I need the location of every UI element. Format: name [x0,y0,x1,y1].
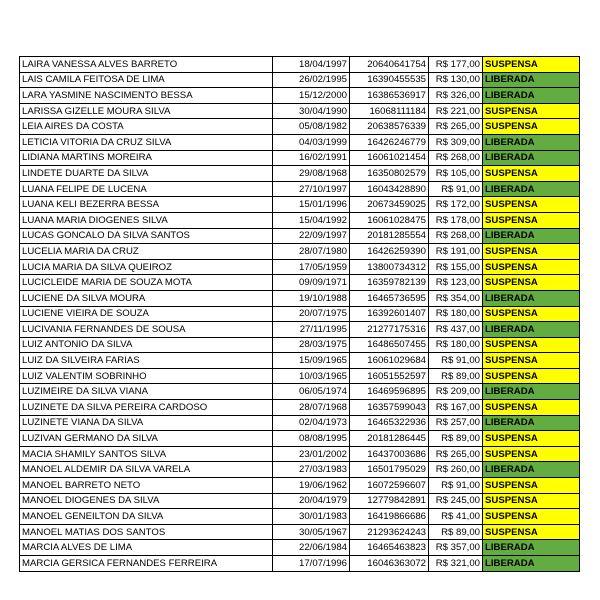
birth-date-cell: 30/01/1983 [273,509,350,525]
birth-date-cell: 30/05/1967 [273,524,350,540]
amount-cell: R$ 178,00 [429,212,483,228]
table-row [20,150,580,166]
amount-cell: R$ 265,00 [429,119,483,135]
birth-date-cell: 22/09/1997 [273,228,350,244]
code-cell: 16486507455 [350,337,429,353]
status-cell: SUSPENSA [483,446,580,462]
table-row [20,322,580,338]
amount-cell: R$ 437,00 [429,322,483,338]
table-row [20,556,580,572]
status-cell: SUSPENSA [483,353,580,369]
name-cell: LUIZ ANTONIO DA SILVA [20,337,273,353]
code-cell: 16072596607 [350,478,429,494]
status-cell: LIBERADA [483,556,580,572]
code-cell: 12779842891 [350,493,429,509]
birth-date-cell: 15/01/1996 [273,197,350,213]
status-cell: SUSPENSA [483,212,580,228]
table-row [20,306,580,322]
amount-cell: R$ 167,00 [429,400,483,416]
code-cell: 20181285554 [350,228,429,244]
name-cell: LEIA AIRES DA COSTA [20,119,273,135]
amount-cell: R$ 321,00 [429,556,483,572]
code-cell: 20638576339 [350,119,429,135]
status-cell: LIBERADA [483,72,580,88]
amount-cell: R$ 155,00 [429,259,483,275]
status-cell: SUSPENSA [483,119,580,135]
table-row [20,88,580,104]
status-cell: SUSPENSA [483,244,580,260]
status-cell: LIBERADA [483,290,580,306]
table-row [20,337,580,353]
status-cell: SUSPENSA [483,57,580,73]
birth-date-cell: 05/08/1982 [273,119,350,135]
birth-date-cell: 10/03/1965 [273,368,350,384]
name-cell: LUCIA MARIA DA SILVA QUEIROZ [20,259,273,275]
table-row [20,415,580,431]
name-cell: MARCIA GERSICA FERNANDES FERREIRA [20,556,273,572]
table-row [20,446,580,462]
code-cell: 16350802579 [350,166,429,182]
code-cell: 16465463823 [350,540,429,556]
table-row [20,57,580,73]
table-row [20,72,580,88]
amount-cell: R$ 260,00 [429,462,483,478]
amount-cell: R$ 309,00 [429,134,483,150]
table-row [20,353,580,369]
birth-date-cell: 08/08/1995 [273,431,350,447]
code-cell: 16068111184 [350,103,429,119]
name-cell: MANOEL GENEILTON DA SILVA [20,509,273,525]
name-cell: MANOEL BARRETO NETO [20,478,273,494]
status-cell: LIBERADA [483,134,580,150]
table-row [20,493,580,509]
amount-cell: R$ 172,00 [429,197,483,213]
code-cell: 16419866686 [350,509,429,525]
code-cell: 16043428890 [350,181,429,197]
amount-cell: R$ 354,00 [429,290,483,306]
birth-date-cell: 17/05/1959 [273,259,350,275]
name-cell: LUANA FELIPE DE LUCENA [20,181,273,197]
status-cell: LIBERADA [483,384,580,400]
name-cell: LUANA MARIA DIOGENES SILVA [20,212,273,228]
status-cell: LIBERADA [483,150,580,166]
name-cell: LUCELIA MARIA DA CRUZ [20,244,273,260]
table-row [20,478,580,494]
name-cell: LUZIVAN GERMANO DA SILVA [20,431,273,447]
birth-date-cell: 15/09/1965 [273,353,350,369]
name-cell: LUZINETE DA SILVA PEREIRA CARDOSO [20,400,273,416]
code-cell: 16465736595 [350,290,429,306]
amount-cell: R$ 105,00 [429,166,483,182]
birth-date-cell: 27/10/1997 [273,181,350,197]
table-row [20,259,580,275]
name-cell: LUANA KELI BEZERRA BESSA [20,197,273,213]
code-cell: 20181286445 [350,431,429,447]
table-row [20,103,580,119]
amount-cell: R$ 245,00 [429,493,483,509]
birth-date-cell: 15/12/2000 [273,88,350,104]
name-cell: LAIS CAMILA FEITOSA DE LIMA [20,72,273,88]
code-cell: 20640641754 [350,57,429,73]
status-cell: LIBERADA [483,181,580,197]
birth-date-cell: 15/04/1992 [273,212,350,228]
birth-date-cell: 20/04/1979 [273,493,350,509]
amount-cell: R$ 221,00 [429,103,483,119]
table-row [20,384,580,400]
status-cell: SUSPENSA [483,400,580,416]
name-cell: MANOEL MATIAS DOS SANTOS [20,524,273,540]
code-cell: 16465322936 [350,415,429,431]
status-cell: SUSPENSA [483,524,580,540]
table-row [20,244,580,260]
birth-date-cell: 27/03/1983 [273,462,350,478]
amount-cell: R$ 326,00 [429,88,483,104]
status-cell: LIBERADA [483,540,580,556]
name-cell: LARISSA GIZELLE MOURA SILVA [20,103,273,119]
code-cell: 16437003686 [350,446,429,462]
name-cell: LINDETE DUARTE DA SILVA [20,166,273,182]
table-row [20,181,580,197]
code-cell: 16469596895 [350,384,429,400]
amount-cell: R$ 268,00 [429,150,483,166]
code-cell: 16359782139 [350,275,429,291]
birth-date-cell: 28/07/1968 [273,400,350,416]
birth-date-cell: 28/03/1975 [273,337,350,353]
code-cell: 16386536917 [350,88,429,104]
table-row [20,119,580,135]
status-cell: SUSPENSA [483,431,580,447]
amount-cell: R$ 191,00 [429,244,483,260]
amount-cell: R$ 123,00 [429,275,483,291]
code-cell: 16061021454 [350,150,429,166]
amount-cell: R$ 130,00 [429,72,483,88]
code-cell: 21293624243 [350,524,429,540]
name-cell: MACIA SHAMILY SANTOS SILVA [20,446,273,462]
amount-cell: R$ 257,00 [429,415,483,431]
table-row [20,431,580,447]
birth-date-cell: 26/02/1995 [273,72,350,88]
status-cell: LIBERADA [483,228,580,244]
birth-date-cell: 02/04/1973 [273,415,350,431]
code-cell: 16426246779 [350,134,429,150]
code-cell: 16426259390 [350,244,429,260]
amount-cell: R$ 89,00 [429,431,483,447]
birth-date-cell: 23/01/2002 [273,446,350,462]
status-cell: SUSPENSA [483,493,580,509]
code-cell: 20673459025 [350,197,429,213]
amount-cell: R$ 209,00 [429,384,483,400]
amount-cell: R$ 265,00 [429,446,483,462]
birth-date-cell: 20/07/1975 [273,306,350,322]
status-cell: SUSPENSA [483,337,580,353]
table-row [20,228,580,244]
code-cell: 16392601407 [350,306,429,322]
code-cell: 16046363072 [350,556,429,572]
name-cell: LUCIENE VIEIRA DE SOUZA [20,306,273,322]
table-row [20,166,580,182]
status-cell: SUSPENSA [483,197,580,213]
status-cell: SUSPENSA [483,166,580,182]
name-cell: LETICIA VITORIA DA CRUZ SILVA [20,134,273,150]
amount-cell: R$ 91,00 [429,353,483,369]
table-row [20,212,580,228]
table-row [20,540,580,556]
birth-date-cell: 27/11/1995 [273,322,350,338]
birth-date-cell: 30/04/1990 [273,103,350,119]
status-cell: LIBERADA [483,88,580,104]
status-cell: LIBERADA [483,462,580,478]
code-cell: 16051552597 [350,368,429,384]
amount-cell: R$ 91,00 [429,181,483,197]
code-cell: 16061029684 [350,353,429,369]
table-row [20,400,580,416]
status-cell: SUSPENSA [483,478,580,494]
name-cell: LUZIMEIRE DA SILVA VIANA [20,384,273,400]
name-cell: LARA YASMINE NASCIMENTO BESSA [20,88,273,104]
code-cell: 16390455535 [350,72,429,88]
status-cell: LIBERADA [483,322,580,338]
amount-cell: R$ 89,00 [429,368,483,384]
status-cell: SUSPENSA [483,103,580,119]
table-row [20,368,580,384]
table-row [20,197,580,213]
amount-cell: R$ 89,00 [429,524,483,540]
birth-date-cell: 16/02/1991 [273,150,350,166]
table-body [20,57,580,572]
name-cell: LAIRA VANESSA ALVES BARRETO [20,57,273,73]
birth-date-cell: 18/04/1997 [273,57,350,73]
birth-date-cell: 22/06/1984 [273,540,350,556]
amount-cell: R$ 180,00 [429,306,483,322]
name-cell: MARCIA ALVES DE LIMA [20,540,273,556]
table-row [20,290,580,306]
code-cell: 13800734312 [350,259,429,275]
amount-cell: R$ 357,00 [429,540,483,556]
name-cell: LUZINETE VIANA DA SILVA [20,415,273,431]
name-cell: LUIZ VALENTIM SOBRINHO [20,368,273,384]
birth-date-cell: 06/05/1974 [273,384,350,400]
code-cell: 16501795029 [350,462,429,478]
amount-cell: R$ 41,00 [429,509,483,525]
birth-date-cell: 17/07/1996 [273,556,350,572]
name-cell: LIDIANA MARTINS MOREIRA [20,150,273,166]
status-cell: SUSPENSA [483,275,580,291]
birth-date-cell: 04/03/1999 [273,134,350,150]
table-row [20,275,580,291]
table-row [20,134,580,150]
code-cell: 16061028475 [350,212,429,228]
birth-date-cell: 19/06/1962 [273,478,350,494]
name-cell: MANOEL DIOGENES DA SILVA [20,493,273,509]
table-row [20,462,580,478]
birth-date-cell: 19/10/1988 [273,290,350,306]
name-cell: LUIZ DA SILVEIRA FARIAS [20,353,273,369]
birth-date-cell: 28/07/1980 [273,244,350,260]
name-cell: LUCIENE DA SILVA MOURA [20,290,273,306]
code-cell: 21277175316 [350,322,429,338]
status-cell: SUSPENSA [483,259,580,275]
beneficiary-table [19,56,580,572]
status-cell: SUSPENSA [483,509,580,525]
birth-date-cell: 09/09/1971 [273,275,350,291]
name-cell: LUCIVANIA FERNANDES DE SOUSA [20,322,273,338]
name-cell: LUCAS GONCALO DA SILVA SANTOS [20,228,273,244]
status-cell: LIBERADA [483,415,580,431]
table-row [20,524,580,540]
amount-cell: R$ 177,00 [429,57,483,73]
table-row [20,509,580,525]
name-cell: MANOEL ALDEMIR DA SILVA VARELA [20,462,273,478]
name-cell: LUCICLEIDE MARIA DE SOUZA MOTA [20,275,273,291]
birth-date-cell: 29/08/1968 [273,166,350,182]
amount-cell: R$ 180,00 [429,337,483,353]
amount-cell: R$ 91,00 [429,478,483,494]
status-cell: SUSPENSA [483,368,580,384]
status-cell: SUSPENSA [483,306,580,322]
code-cell: 16357599043 [350,400,429,416]
amount-cell: R$ 268,00 [429,228,483,244]
